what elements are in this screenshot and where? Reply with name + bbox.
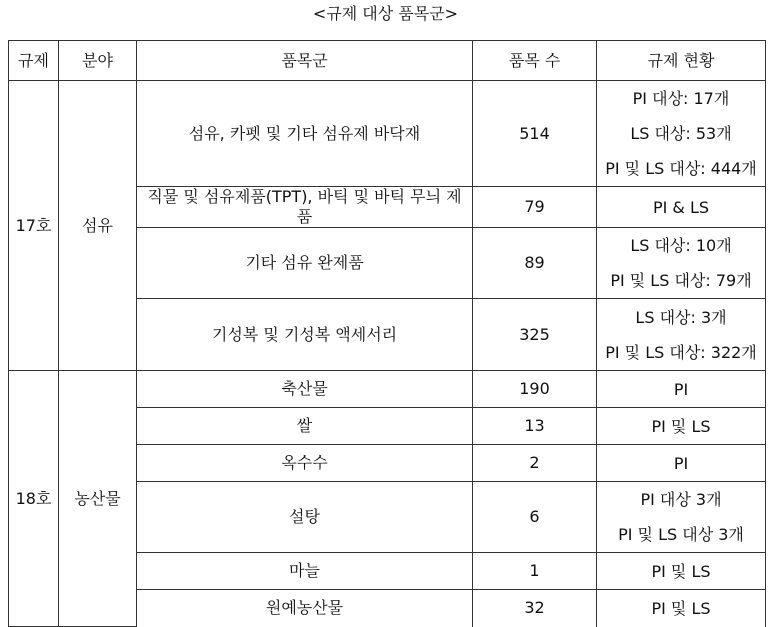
status-line: PI 및 LS (651, 598, 711, 618)
status-line: PI & LS (652, 197, 710, 217)
regulated-items-table (8, 40, 766, 627)
field-cell: 농산물 (59, 371, 137, 627)
regulation-cell: 17호 (9, 81, 59, 371)
status-line: LS 대상: 53개 (630, 124, 732, 143)
status-line: PI 및 LS 대상 3개 (618, 525, 744, 544)
item-count-cell: 325 (473, 299, 597, 371)
status-cell (597, 299, 766, 371)
status-line: PI 및 LS 대상: 79개 (610, 271, 752, 290)
header-item-count: 품목 수 (473, 41, 597, 81)
item-count-cell: 190 (473, 371, 597, 408)
header-regulation: 규제 (9, 41, 59, 81)
item-count-cell: 1 (473, 553, 597, 590)
status-cell (597, 590, 766, 627)
item-count-cell: 32 (473, 590, 597, 627)
item-group-cell: 설탕 (137, 482, 473, 553)
item-count-cell: 13 (473, 408, 597, 445)
status-line: PI 및 LS (651, 561, 711, 581)
table-header-row (9, 41, 766, 81)
item-group-cell: 기성복 및 기성복 액세서리 (137, 299, 473, 371)
table-row (9, 81, 766, 187)
status-cell (597, 445, 766, 482)
item-count-cell: 2 (473, 445, 597, 482)
header-item-group: 품목군 (137, 41, 473, 81)
status-cell (597, 187, 766, 228)
status-line: PI 및 LS (651, 416, 711, 436)
item-group-cell: 마늘 (137, 553, 473, 590)
item-group-cell: 기타 섬유 완제품 (137, 228, 473, 299)
status-cell (597, 553, 766, 590)
status-cell (597, 228, 766, 299)
status-cell (597, 482, 766, 553)
status-line: PI 및 LS 대상: 322개 (605, 342, 757, 362)
header-status: 규제 현황 (597, 41, 766, 81)
item-group-cell: 직물 및 섬유제품(TPT), 바틱 및 바틱 무늬 제품 (137, 187, 473, 228)
status-cell (597, 81, 766, 187)
field-cell: 섬유 (59, 81, 137, 371)
item-group-cell: 쌀 (137, 408, 473, 445)
status-line: PI 및 LS 대상: 444개 (605, 159, 757, 178)
status-line: PI 대상 3개 (640, 490, 722, 509)
item-group-cell: 원예농산물 (137, 590, 473, 627)
status-cell (597, 371, 766, 408)
item-count-cell: 6 (473, 482, 597, 553)
item-count-cell: 514 (473, 81, 597, 187)
table-row (9, 371, 766, 408)
item-count-cell: 89 (473, 228, 597, 299)
status-cell (597, 408, 766, 445)
item-count-cell: 79 (473, 187, 597, 228)
status-line: PI (673, 453, 689, 473)
header-field: 분야 (59, 41, 137, 81)
status-line: LS 대상: 3개 (635, 307, 727, 327)
item-group-cell: 섬유, 카펫 및 기타 섬유제 바닥재 (137, 81, 473, 187)
status-line: LS 대상: 10개 (630, 236, 732, 255)
regulation-cell: 18호 (9, 371, 59, 627)
page-title: <규제 대상 품목군> (312, 4, 459, 23)
status-line: PI (673, 379, 689, 399)
item-group-cell: 축산물 (137, 371, 473, 408)
item-group-cell: 옥수수 (137, 445, 473, 482)
status-line: PI 대상: 17개 (632, 89, 730, 108)
